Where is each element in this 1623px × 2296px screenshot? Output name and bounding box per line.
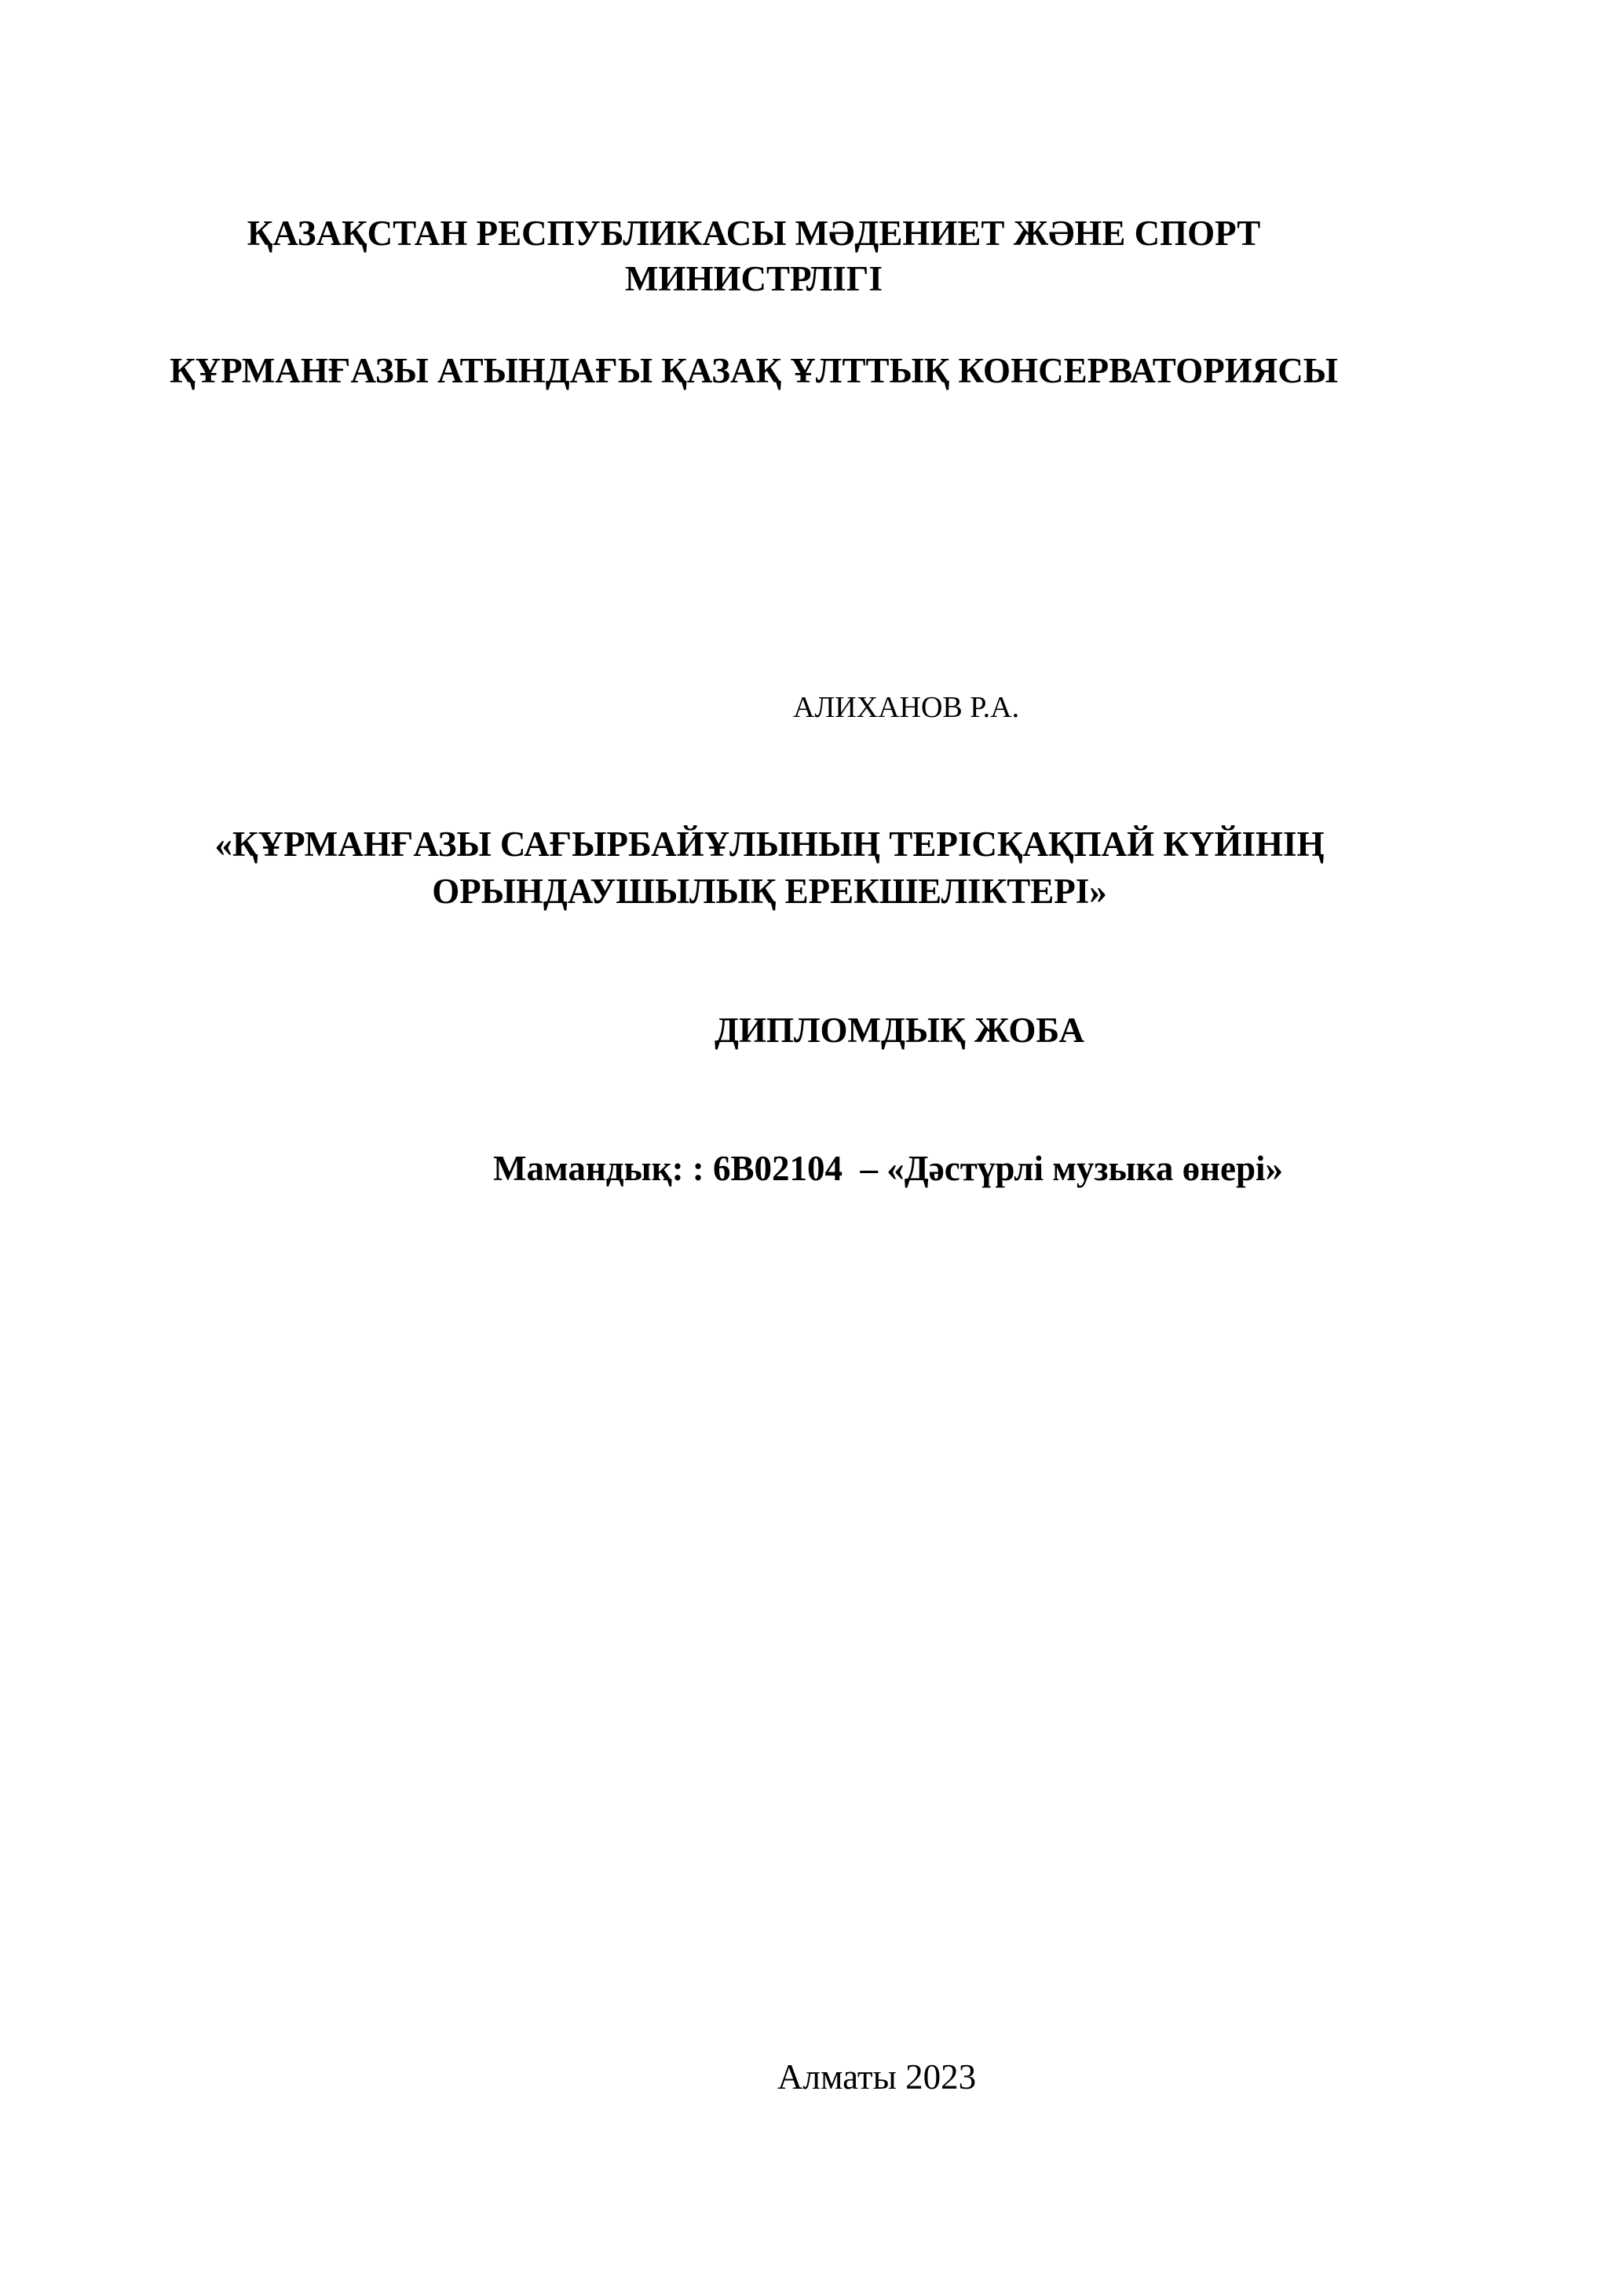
conservatory-title: ҚҰРМАНҒАЗЫ АТЫНДАҒЫ ҚАЗАҚ ҰЛТТЫҚ КОНСЕРВАТОРИЯСЫ xyxy=(170,351,1338,390)
topic-title-line1: «ҚҰРМАНҒАЗЫ САҒЫРБАЙҰЛЫНЫҢ ТЕРІСҚАҚПАЙ КҮЙІНІҢ xyxy=(214,824,1325,864)
specialty-line: Мамандық: : 6В02104 – «Дәстүрлі музыка өнері» xyxy=(493,1149,1284,1188)
topic-title-line2: ОРЫНДАУШЫЛЫҚ ЕРЕКШЕЛІКТЕРІ» xyxy=(432,872,1107,911)
document-type: ДИПЛОМДЫҚ ЖОБА xyxy=(715,1011,1085,1050)
city-year: Алматы 2023 xyxy=(777,2057,977,2097)
ministry-title-line1: ҚАЗАҚСТАН РЕСПУБЛИКАСЫ МӘДЕНИЕТ ЖӘНЕ СПОРТ xyxy=(247,214,1261,253)
ministry-title-line2: МИНИСТРЛІГІ xyxy=(625,259,883,298)
author-name: АЛИХАНОВ Р.А. xyxy=(793,691,1020,724)
